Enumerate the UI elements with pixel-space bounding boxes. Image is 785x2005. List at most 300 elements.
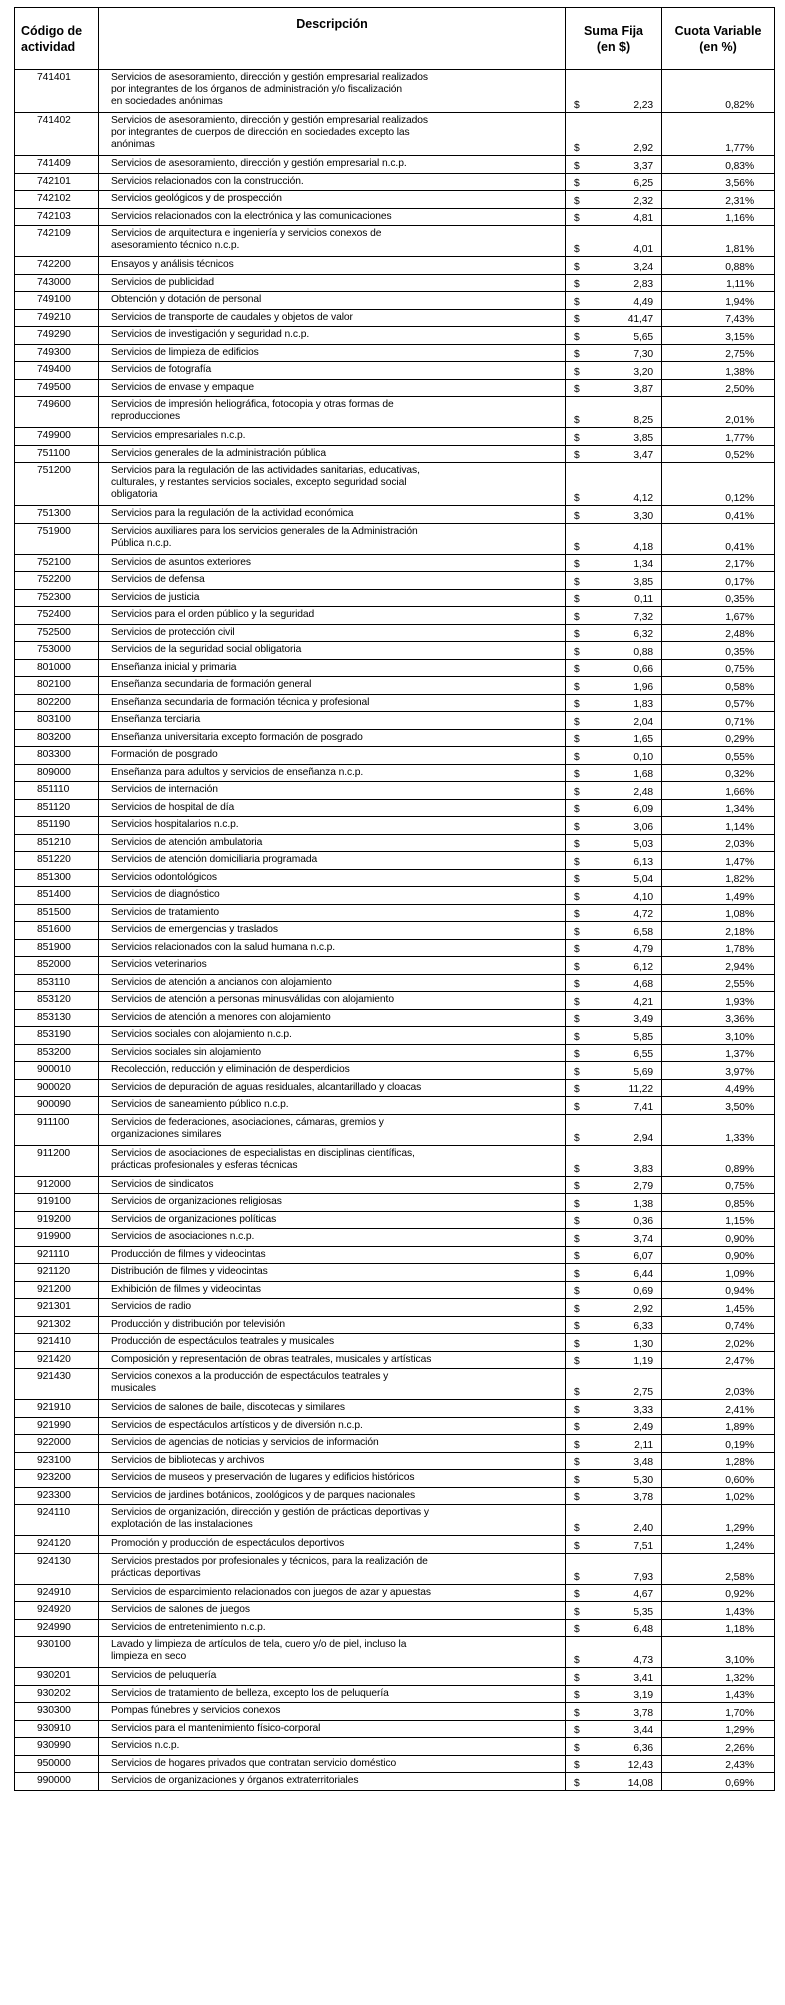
fixed-amount: 3,30: [633, 510, 653, 522]
fixed-amount-cell: [566, 817, 662, 835]
activity-code: 749400: [15, 362, 99, 380]
description-line: Servicios de defensa: [111, 574, 205, 585]
fixed-amount: 2,94: [633, 1132, 653, 1144]
description-line: Servicios de museos y preservación de lugares y edificios históricos: [111, 1472, 415, 1483]
currency-symbol: $: [574, 979, 580, 990]
table-row: [15, 379, 775, 397]
activity-code: 924920: [15, 1602, 99, 1620]
description-line: Composición y representación de obras teatrales, musicales y artísticas: [111, 1353, 432, 1365]
activity-code: 921301: [15, 1299, 99, 1317]
activity-description: [99, 1738, 566, 1756]
variable-rate: 1,93%: [662, 992, 775, 1010]
activity-description: [99, 589, 566, 607]
activity-code: 803200: [15, 729, 99, 747]
activity-description: [99, 1668, 566, 1686]
fixed-amount: 4,18: [633, 541, 653, 553]
currency-symbol: $: [574, 261, 580, 273]
activity-code: 921910: [15, 1400, 99, 1418]
activity-code: 853130: [15, 1009, 99, 1027]
fixed-amount-cell: [566, 1334, 662, 1352]
currency-symbol: $: [574, 1540, 580, 1552]
currency-symbol: $: [574, 909, 580, 920]
fixed-amount: 2,92: [633, 1303, 653, 1315]
fixed-amount: 1,34: [633, 559, 653, 570]
description-line: Obtención y dotación de personal: [111, 294, 262, 305]
description-line: Servicios relacionados con la construcción.: [111, 175, 304, 187]
currency-symbol: $: [574, 961, 580, 973]
variable-rate: 1,32%: [662, 1668, 775, 1686]
currency-symbol: $: [574, 1404, 580, 1416]
fixed-amount: 0,69: [633, 1286, 653, 1297]
variable-rate: 2,50%: [662, 379, 775, 397]
header-fixed-line1: Suma Fija: [583, 23, 644, 38]
fixed-amount-cell: [566, 257, 662, 275]
table-row: [15, 974, 775, 992]
currency-symbol: $: [574, 213, 580, 224]
activity-code: 922000: [15, 1435, 99, 1453]
activity-code: 749290: [15, 327, 99, 345]
activity-code: 851210: [15, 834, 99, 852]
variable-rate: 2,17%: [662, 554, 775, 572]
variable-rate: 1,70%: [662, 1703, 775, 1721]
variable-rate: 1,81%: [662, 226, 775, 257]
fixed-amount: 5,03: [633, 839, 653, 850]
activity-description: [99, 677, 566, 695]
currency-symbol: $: [574, 1492, 580, 1503]
activity-description: [99, 1027, 566, 1045]
fixed-amount: 3,78: [633, 1707, 653, 1719]
currency-symbol: $: [574, 384, 580, 395]
table-row: [15, 274, 775, 292]
fixed-amount: 0,66: [633, 664, 653, 675]
variable-rate: 2,48%: [662, 624, 775, 642]
activity-description: [99, 1264, 566, 1282]
table-row: [15, 113, 775, 156]
currency-symbol: $: [574, 296, 580, 308]
variable-rate: 0,19%: [662, 1435, 775, 1453]
fixed-amount-cell: [566, 1281, 662, 1299]
fixed-amount: 6,44: [633, 1268, 653, 1280]
activity-code: 809000: [15, 764, 99, 782]
currency-symbol: $: [574, 1725, 580, 1736]
table-row: [15, 1176, 775, 1194]
activity-description: [99, 1487, 566, 1505]
fixed-amount: 1,96: [633, 681, 653, 693]
table-header-row: [15, 8, 775, 70]
table-row: [15, 747, 775, 765]
fixed-amount: 5,04: [633, 874, 653, 885]
currency-symbol: $: [574, 891, 580, 903]
activity-code: 900020: [15, 1079, 99, 1097]
currency-symbol: $: [574, 1760, 580, 1771]
table-row: [15, 1435, 775, 1453]
fixed-amount: 2,11: [634, 1439, 653, 1451]
activity-description: [99, 397, 566, 428]
description-line: Lavado y limpieza de artículos de tela, cuero y/o de piel, incluso la: [111, 1639, 407, 1650]
variable-rate: 1,78%: [662, 939, 775, 957]
activity-code: 851190: [15, 817, 99, 835]
fixed-amount: 5,30: [633, 1474, 653, 1486]
currency-symbol: $: [574, 143, 580, 154]
description-line: Servicios de protección civil: [111, 626, 235, 638]
table-row: [15, 729, 775, 747]
variable-rate: 1,67%: [662, 607, 775, 625]
variable-rate: 1,24%: [662, 1536, 775, 1554]
description-line: Servicios de organización, dirección y gestión de prácticas deportivas y: [111, 1507, 429, 1518]
currency-symbol: $: [574, 646, 580, 658]
variable-rate: 1,77%: [662, 428, 775, 446]
fixed-amount-cell: [566, 428, 662, 446]
table-body: [15, 70, 775, 1791]
activity-description: [99, 1009, 566, 1027]
activity-description: [99, 747, 566, 765]
table-row: [15, 712, 775, 730]
activity-code: 924990: [15, 1619, 99, 1637]
currency-symbol: $: [574, 1742, 580, 1754]
variable-rate: 3,97%: [662, 1062, 775, 1080]
fixed-amount-cell: [566, 1145, 662, 1176]
fixed-amount: 8,25: [633, 415, 653, 426]
fixed-amount-cell: [566, 445, 662, 463]
table-row: [15, 397, 775, 428]
variable-rate: 0,89%: [662, 1145, 775, 1176]
variable-rate: 1,94%: [662, 292, 775, 310]
description-line: Servicios de asesoramiento, dirección y gestión empresarial n.c.p.: [111, 158, 407, 169]
currency-symbol: $: [574, 1422, 580, 1433]
activity-description: [99, 1062, 566, 1080]
variable-rate: 2,03%: [662, 834, 775, 852]
table-row: [15, 922, 775, 940]
description-line: Servicios de fotografía: [111, 364, 212, 375]
description-line: Servicios generales de la administración pública: [111, 447, 326, 459]
fixed-amount-cell: [566, 327, 662, 345]
fixed-amount-cell: [566, 729, 662, 747]
currency-symbol: $: [574, 1523, 580, 1534]
description-line: Pompas fúnebres y servicios conexos: [111, 1705, 281, 1716]
fixed-amount: 1,19: [633, 1356, 653, 1367]
currency-symbol: $: [574, 734, 580, 745]
description-line: Servicios de emergencias y traslados: [111, 924, 278, 935]
currency-symbol: $: [574, 751, 580, 763]
activity-code: 851600: [15, 922, 99, 940]
header-code-line1: Código de: [21, 23, 83, 38]
fixed-amount-cell: [566, 1536, 662, 1554]
activity-description: [99, 445, 566, 463]
fixed-amount: 2,23: [633, 100, 653, 111]
fixed-amount: 3,85: [633, 432, 653, 444]
activity-code: 990000: [15, 1773, 99, 1791]
fixed-amount-cell: [566, 113, 662, 156]
variable-rate: 0,41%: [662, 523, 775, 554]
table-row: [15, 1400, 775, 1418]
description-line: Producción de espectáculos teatrales y musicales: [111, 1336, 334, 1347]
fixed-amount-cell: [566, 1773, 662, 1791]
fixed-amount: 6,12: [633, 961, 653, 973]
fixed-amount-cell: [566, 463, 662, 506]
activity-code: 751300: [15, 506, 99, 524]
table-row: [15, 257, 775, 275]
description-line: prácticas profesionales y esferas técnicas: [111, 1159, 298, 1171]
activity-description: [99, 208, 566, 226]
description-line: Servicios para la regulación de la actividad económica: [111, 508, 354, 519]
fixed-amount-cell: [566, 1194, 662, 1212]
table-row: [15, 1264, 775, 1282]
fixed-amount: 2,40: [633, 1523, 653, 1534]
fixed-amount-cell: [566, 1009, 662, 1027]
activity-code: 919100: [15, 1194, 99, 1212]
table-row: [15, 156, 775, 174]
activity-code: 742109: [15, 226, 99, 257]
fixed-amount-cell: [566, 1062, 662, 1080]
description-line: Servicios de organizaciones religiosas: [111, 1196, 282, 1207]
description-line: Recolección, reducción y eliminación de desperdicios: [111, 1064, 350, 1075]
table-row: [15, 292, 775, 310]
activity-code: 742200: [15, 257, 99, 275]
table-row: [15, 463, 775, 506]
fixed-amount-cell: [566, 712, 662, 730]
activity-description: [99, 659, 566, 677]
fixed-amount: 7,51: [633, 1540, 653, 1552]
fixed-amount: 6,09: [633, 804, 653, 815]
table-row: [15, 677, 775, 695]
activity-description: [99, 939, 566, 957]
activity-description: [99, 1316, 566, 1334]
table-row: [15, 799, 775, 817]
activity-code: 749900: [15, 428, 99, 446]
fixed-amount: 6,33: [633, 1321, 653, 1332]
description-line: Servicios de impresión heliográfica, fotocopia y otras formas de: [111, 399, 394, 410]
variable-rate: 0,74%: [662, 1316, 775, 1334]
fixed-amount-cell: [566, 939, 662, 957]
table-row: [15, 1755, 775, 1773]
activity-description: [99, 1435, 566, 1453]
variable-rate: 2,47%: [662, 1351, 775, 1369]
variable-rate: 1,09%: [662, 1264, 775, 1282]
description-line: Producción de filmes y videocintas: [111, 1248, 266, 1260]
activity-description: [99, 1755, 566, 1773]
currency-symbol: $: [574, 821, 580, 833]
activity-code: 851900: [15, 939, 99, 957]
variable-rate: 0,57%: [662, 694, 775, 712]
currency-symbol: $: [574, 1163, 580, 1175]
fixed-amount: 1,30: [633, 1338, 653, 1350]
description-line: Servicios de diagnóstico: [111, 889, 220, 900]
activity-code: 921410: [15, 1334, 99, 1352]
fixed-amount-cell: [566, 1027, 662, 1045]
table-row: [15, 1145, 775, 1176]
variable-rate: 2,18%: [662, 922, 775, 940]
activity-code: 923300: [15, 1487, 99, 1505]
description-line: Enseñanza inicial y primaria: [111, 661, 237, 673]
currency-symbol: $: [574, 1672, 580, 1684]
activity-code: 900010: [15, 1062, 99, 1080]
description-line: explotación de las instalaciones: [111, 1519, 253, 1530]
fixed-amount: 4,81: [633, 213, 653, 224]
fixed-amount: 2,75: [633, 1387, 653, 1398]
activity-code: 911100: [15, 1114, 99, 1145]
fixed-amount-cell: [566, 1264, 662, 1282]
fixed-amount-cell: [566, 1668, 662, 1686]
currency-symbol: $: [574, 1101, 580, 1113]
activity-description: [99, 1584, 566, 1602]
currency-symbol: $: [574, 1014, 580, 1025]
description-line: Ensayos y análisis técnicos: [111, 259, 234, 270]
fixed-amount-cell: [566, 957, 662, 975]
fixed-amount: 2,92: [633, 143, 653, 154]
table-row: [15, 327, 775, 345]
variable-rate: 0,58%: [662, 677, 775, 695]
activity-code: 900090: [15, 1097, 99, 1115]
activity-description: [99, 887, 566, 905]
variable-rate: 2,02%: [662, 1334, 775, 1352]
table-row: [15, 939, 775, 957]
fixed-amount-cell: [566, 992, 662, 1010]
fixed-amount: 41,47: [627, 314, 653, 325]
table-row: [15, 1738, 775, 1756]
activity-description: [99, 694, 566, 712]
variable-rate: 0,32%: [662, 764, 775, 782]
activity-description: [99, 344, 566, 362]
activity-description: [99, 257, 566, 275]
activity-code: 749500: [15, 379, 99, 397]
activity-code: 853120: [15, 992, 99, 1010]
currency-symbol: $: [574, 1049, 580, 1060]
variable-rate: 0,94%: [662, 1281, 775, 1299]
variable-rate: 1,77%: [662, 113, 775, 156]
currency-symbol: $: [574, 576, 580, 588]
activity-description: [99, 191, 566, 209]
description-line: por integrantes de cuerpos de dirección en sociedades excepto las: [111, 127, 410, 138]
activity-description: [99, 1145, 566, 1176]
table-row: [15, 904, 775, 922]
fixed-amount: 14,08: [627, 1777, 653, 1789]
fixed-amount-cell: [566, 1114, 662, 1145]
table-row: [15, 764, 775, 782]
description-line: Servicios de asociaciones n.c.p.: [111, 1231, 255, 1242]
table-row: [15, 523, 775, 554]
description-line: Servicios de hospital de día: [111, 801, 235, 813]
variable-rate: 2,41%: [662, 1400, 775, 1418]
table-row: [15, 887, 775, 905]
fixed-amount: 6,25: [633, 178, 653, 189]
currency-symbol: $: [574, 1233, 580, 1245]
variable-rate: 0,75%: [662, 659, 775, 677]
fixed-amount-cell: [566, 1435, 662, 1453]
variable-rate: 1,89%: [662, 1417, 775, 1435]
variable-rate: 3,36%: [662, 1009, 775, 1027]
fixed-amount: 2,49: [633, 1422, 653, 1433]
description-line: obligatoria: [111, 489, 158, 500]
currency-symbol: $: [574, 160, 580, 172]
variable-rate: 2,55%: [662, 974, 775, 992]
variable-rate: 1,29%: [662, 1720, 775, 1738]
currency-symbol: $: [574, 1031, 580, 1043]
activity-description: [99, 1176, 566, 1194]
activity-code: 851500: [15, 904, 99, 922]
fixed-amount-cell: [566, 642, 662, 660]
table-row: [15, 1097, 775, 1115]
activity-description: [99, 113, 566, 156]
currency-symbol: $: [574, 349, 580, 360]
activity-description: [99, 1369, 566, 1400]
activity-rates-table: [14, 7, 775, 1791]
activity-description: [99, 1602, 566, 1620]
variable-rate: 0,12%: [662, 463, 775, 506]
fixed-amount: 0,11: [634, 594, 653, 605]
activity-description: [99, 1114, 566, 1145]
currency-symbol: $: [574, 541, 580, 553]
currency-symbol: $: [574, 716, 580, 728]
activity-description: [99, 974, 566, 992]
fixed-amount-cell: [566, 1299, 662, 1317]
activity-description: [99, 1553, 566, 1584]
table-row: [15, 1281, 775, 1299]
fixed-amount: 7,30: [633, 349, 653, 360]
description-line: Servicios de bibliotecas y archivos: [111, 1454, 265, 1466]
variable-rate: 2,26%: [662, 1738, 775, 1756]
description-line: Servicios de arquitectura e ingeniería y servicios conexos de: [111, 228, 382, 239]
fixed-amount-cell: [566, 1097, 662, 1115]
fixed-amount-cell: [566, 1044, 662, 1062]
variable-rate: 0,82%: [662, 70, 775, 113]
fixed-amount-cell: [566, 1703, 662, 1721]
fixed-amount: 3,06: [633, 821, 653, 833]
fixed-amount: 4,72: [633, 909, 653, 920]
fixed-amount: 7,41: [633, 1101, 653, 1113]
fixed-amount-cell: [566, 607, 662, 625]
table-row: [15, 1246, 775, 1264]
activity-description: [99, 1703, 566, 1721]
fixed-amount: 3,74: [633, 1233, 653, 1245]
table-row: [15, 1417, 775, 1435]
variable-rate: 0,52%: [662, 445, 775, 463]
fixed-amount-cell: [566, 379, 662, 397]
header-fixed-line2: (en $): [596, 39, 631, 54]
header-fixed-amount: [566, 8, 662, 70]
currency-symbol: $: [574, 1132, 580, 1144]
fixed-amount: 12,43: [627, 1760, 653, 1771]
activity-description: [99, 1685, 566, 1703]
fixed-amount-cell: [566, 1755, 662, 1773]
activity-description: [99, 642, 566, 660]
currency-symbol: $: [574, 450, 580, 461]
activity-description: [99, 1229, 566, 1247]
variable-rate: 3,50%: [662, 1097, 775, 1115]
table-row: [15, 1299, 775, 1317]
currency-symbol: $: [574, 1474, 580, 1486]
fixed-amount: 1,65: [633, 734, 653, 745]
fixed-amount: 3,48: [633, 1457, 653, 1468]
variable-rate: 1,43%: [662, 1602, 775, 1620]
fixed-amount: 0,10: [633, 751, 653, 763]
fixed-amount: 3,37: [633, 160, 653, 172]
variable-rate: 0,29%: [662, 729, 775, 747]
currency-symbol: $: [574, 1251, 580, 1262]
currency-symbol: $: [574, 178, 580, 189]
fixed-amount-cell: [566, 1211, 662, 1229]
currency-symbol: $: [574, 244, 580, 255]
activity-description: [99, 1079, 566, 1097]
description-line: Servicios de depuración de aguas residuales, alcantarillado y cloacas: [111, 1081, 422, 1093]
currency-symbol: $: [574, 331, 580, 343]
activity-description: [99, 1720, 566, 1738]
activity-code: 921302: [15, 1316, 99, 1334]
description-line: Servicios de saneamiento público n.c.p.: [111, 1099, 289, 1110]
fixed-amount-cell: [566, 782, 662, 800]
table-row: [15, 344, 775, 362]
table-row: [15, 309, 775, 327]
table-row: [15, 1044, 775, 1062]
